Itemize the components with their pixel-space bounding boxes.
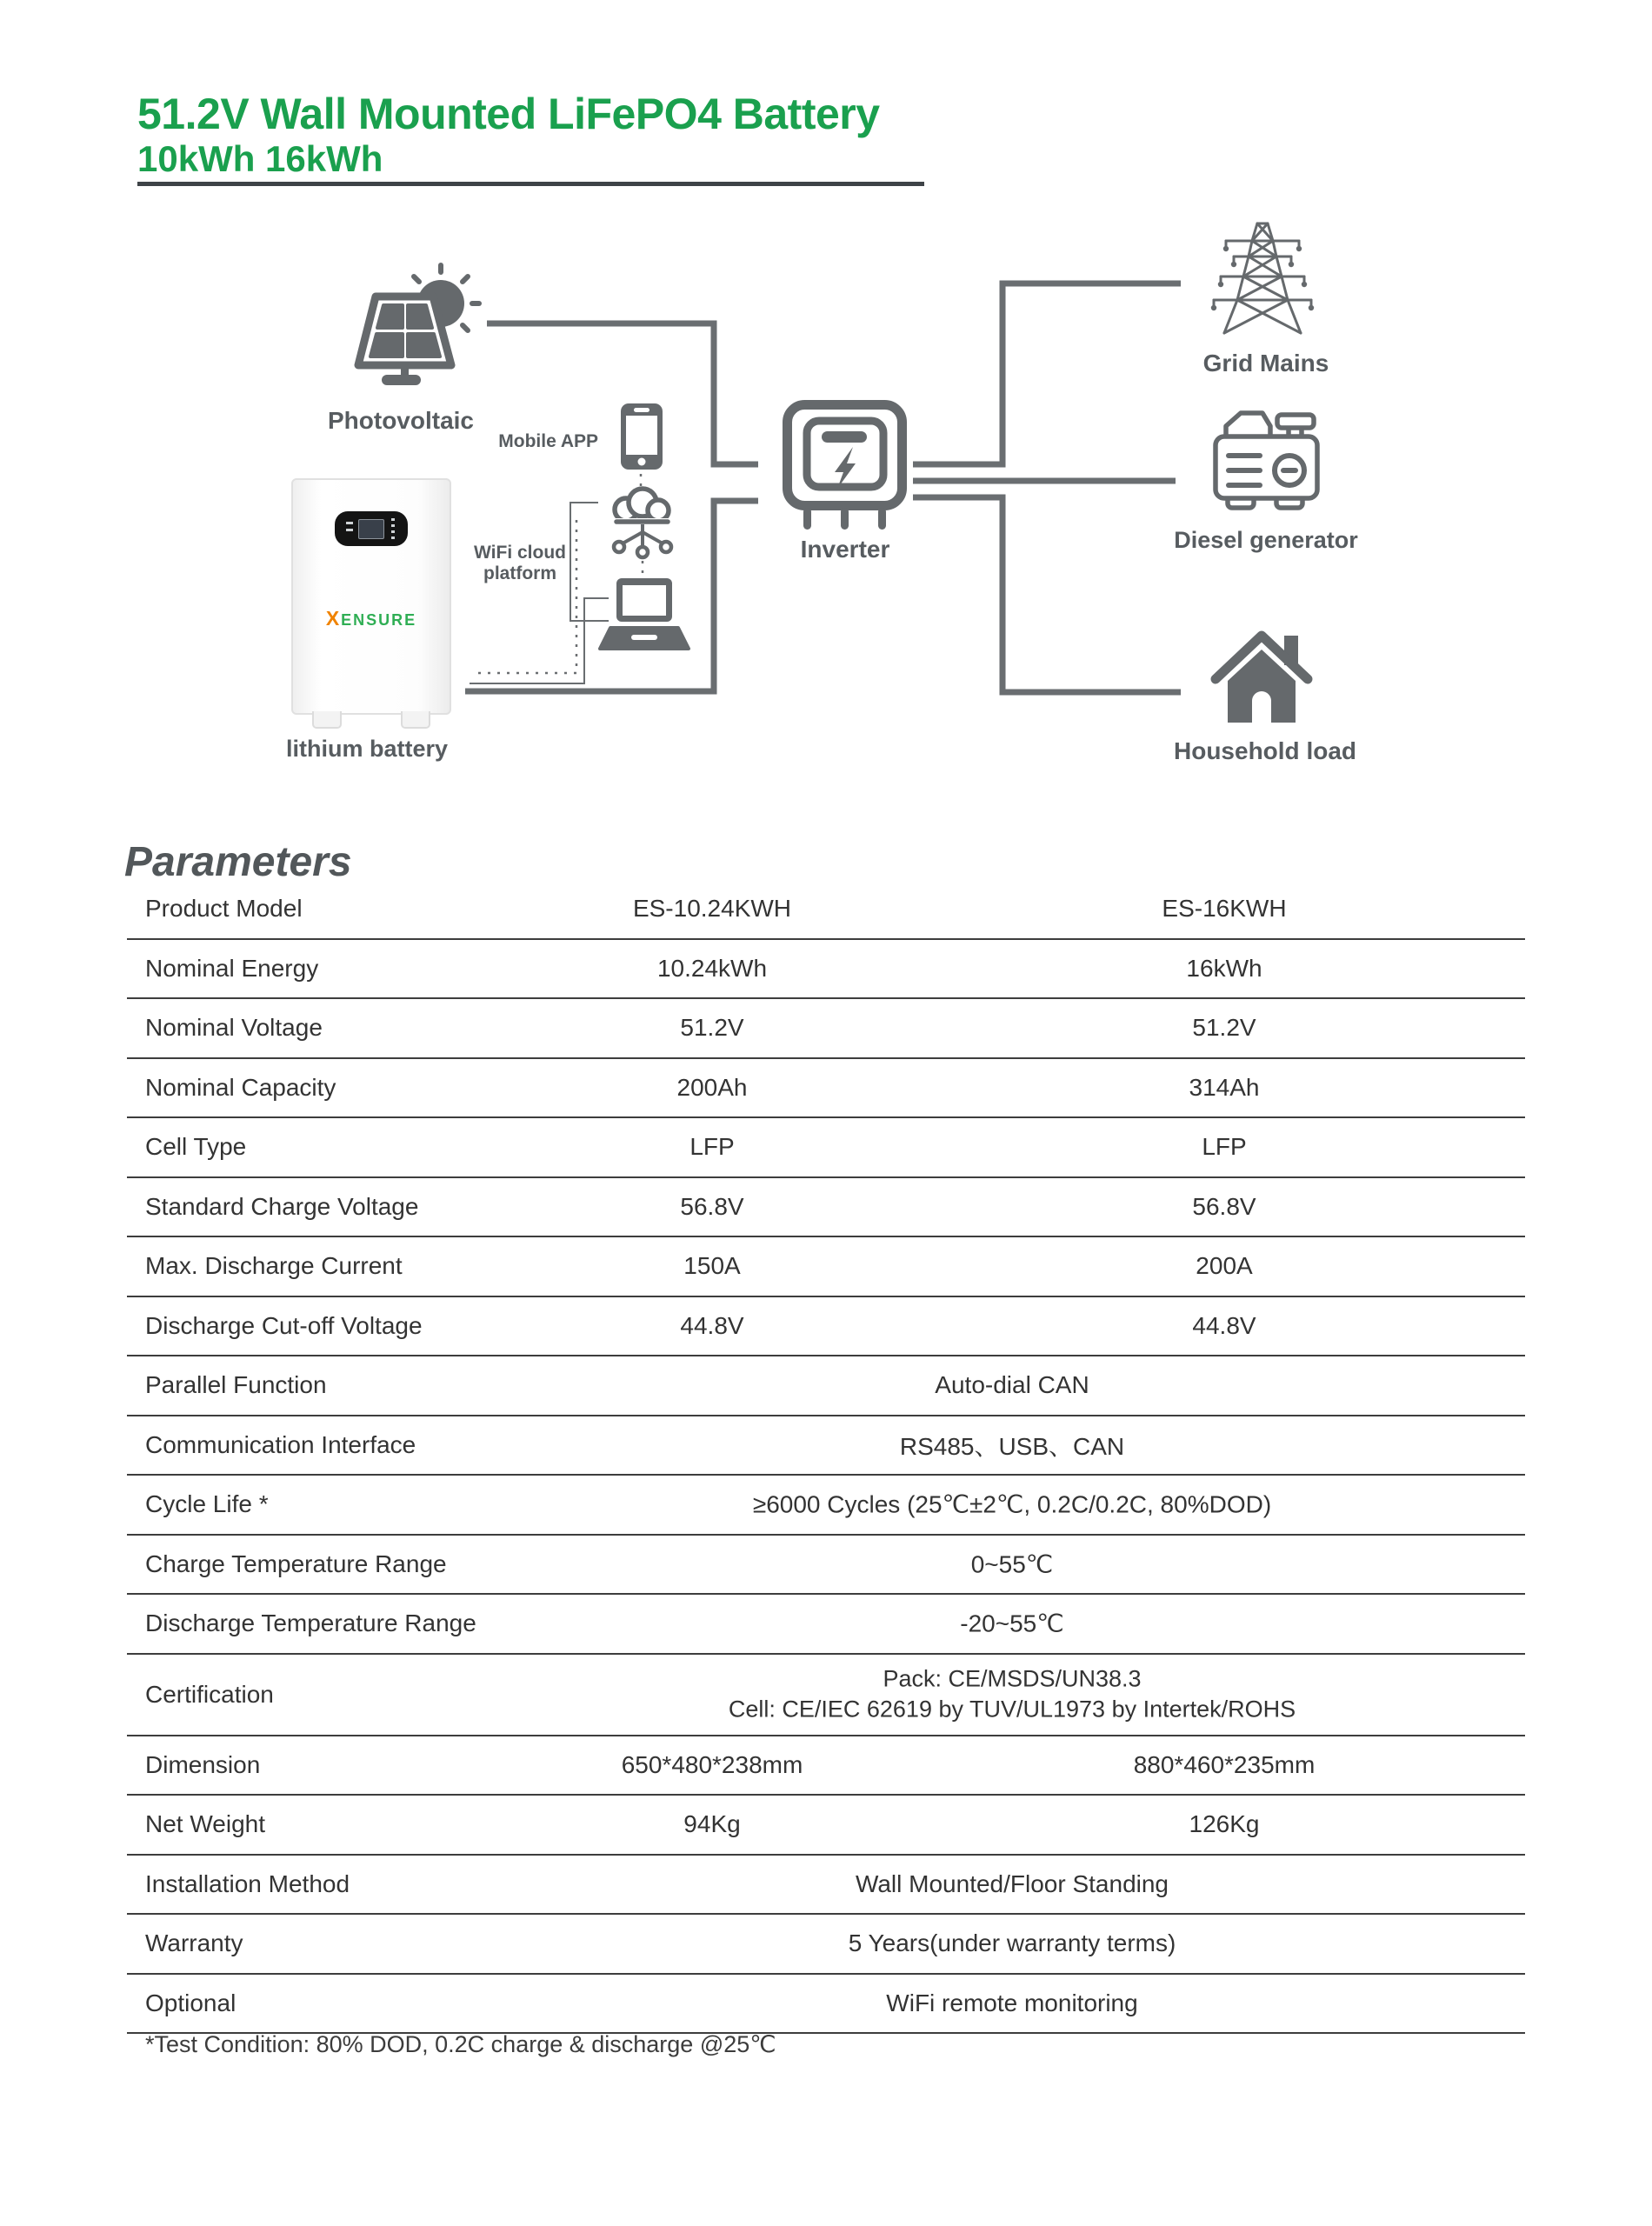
param-label: Discharge Cut-off Voltage [145,1311,423,1339]
param-label: Warranty [145,1929,243,1957]
test-condition-footnote: *Test Condition: 80% DOD, 0.2C charge & discharge @25℃ [145,2031,776,2057]
param-label: Product Model [145,895,303,923]
transmission-tower-icon [1214,223,1311,333]
table-row [127,1595,1525,1655]
param-value-merged: ≥6000 Cycles (25℃±2℃, 0.2C/0.2C, 80%DOD) [752,1490,1272,1518]
param-value-merged: Auto-dial CAN [935,1371,1089,1399]
battery-display [335,511,408,546]
param-label: Installation Method [145,1869,350,1897]
param-value-model-a: 10.24kWh [656,954,768,982]
param-label: Nominal Energy [145,954,319,982]
param-value-model-a: 56.8V [680,1192,744,1220]
table-row [127,1655,1525,1736]
table-row [127,880,1525,940]
table-row [127,1178,1525,1238]
param-value-model-b: LFP [1202,1133,1247,1161]
param-value-model-b: 200A [1196,1252,1253,1280]
param-value-merged: 0~55℃ [970,1550,1054,1578]
system-diagram [0,0,1652,870]
page-title: 51.2V Wall Mounted LiFePO4 Battery [137,90,880,138]
battery-brand-logo [293,607,450,630]
table-row [127,999,1525,1059]
parameters-heading: Parameters [124,839,352,885]
house-icon [1216,636,1308,723]
table-row [127,1118,1525,1178]
param-value-model-a: 51.2V [680,1014,744,1042]
parameters-table [127,880,1525,2034]
label-wifi-cloud-platform [442,543,598,584]
param-label: Standard Charge Voltage [145,1192,419,1220]
param-label: Discharge Temperature Range [145,1610,476,1637]
solar-panel-icon [358,265,479,385]
param-label: Nominal Voltage [145,1014,323,1042]
param-label: Communication Interface [145,1430,416,1458]
param-label: Nominal Capacity [145,1073,336,1101]
table-row [127,1297,1525,1357]
table-row [127,1356,1525,1416]
label-grid-mains: Grid Mains [1202,350,1329,377]
param-value-model-a: 200Ah [676,1073,748,1101]
param-value-model-a: 44.8V [680,1311,744,1339]
brand-letters-ensure: ENSURE [341,611,417,629]
param-label: Max. Discharge Current [145,1252,403,1280]
param-value-merged: 5 Years(under warranty terms) [848,1929,1176,1957]
wifi-link-lines [470,503,609,683]
inverter-icon [788,405,903,530]
table-row [127,1915,1525,1975]
param-value-model-a: LFP [689,1133,735,1161]
param-label: Parallel Function [145,1371,327,1399]
table-row [127,1476,1525,1536]
label-lithium-battery: lithium battery [285,736,449,762]
table-row [127,1856,1525,1916]
table-row [127,1536,1525,1596]
label-wifi-line1: WiFi cloud [474,543,566,563]
param-value-merged: Wall Mounted/Floor Standing [855,1869,1169,1897]
param-value-model-b: 56.8V [1192,1192,1256,1220]
table-row [127,1796,1525,1856]
table-row [127,1059,1525,1119]
diesel-generator-icon [1216,413,1317,508]
battery-foot [401,711,430,729]
table-row [127,1975,1525,2035]
brand-letter-x: X [325,607,342,630]
table-row [127,1736,1525,1796]
param-value-model-a: 650*480*238mm [621,1750,803,1778]
param-value-model-b: 314Ah [1189,1073,1260,1101]
label-mobile-app: Mobile APP [498,431,598,451]
label-inverter: Inverter [800,536,890,563]
battery-display-screen [358,519,384,539]
param-value-line: Cell: CE/IEC 62619 by TUV/UL1973 by Intertek/ROHS [728,1696,1296,1723]
smartphone-icon [621,403,663,470]
page-subtitle: 10kWh 16kWh [137,138,383,179]
laptop-icon [600,578,689,649]
param-value-model-a: ES-10.24KWH [632,895,792,923]
param-label: Charge Temperature Range [145,1550,447,1577]
param-value-model-a: 94Kg [683,1810,741,1838]
table-row [127,1237,1525,1297]
label-household-load: Household load [1174,737,1356,764]
param-value-model-b: 44.8V [1192,1311,1256,1339]
param-label: Cycle Life * [145,1490,269,1518]
label-diesel-generator: Diesel generator [1174,527,1358,553]
param-value-merged: RS485、USB、CAN [899,1432,1125,1460]
param-label: Net Weight [145,1810,265,1838]
cloud-network-icon [609,489,675,557]
table-row [127,940,1525,1000]
table-row [127,1416,1525,1476]
param-value-model-b: 880*460*235mm [1133,1750,1316,1778]
param-label: Cell Type [145,1133,247,1161]
param-label: Certification [145,1680,274,1708]
param-value-model-b: 126Kg [1189,1810,1260,1838]
param-value-model-b: 51.2V [1192,1014,1256,1042]
param-value-model-b: ES-16KWH [1162,895,1287,923]
battery-display-leds [391,518,395,541]
battery-unit-image [291,478,451,715]
param-value-line: Pack: CE/MSDS/UN38.3 [883,1664,1142,1691]
battery-display-indicators [346,522,353,524]
param-value-merged: WiFi remote monitoring [886,1989,1138,2016]
label-photovoltaic: Photovoltaic [327,407,474,434]
label-wifi-line2: platform [483,563,556,584]
param-value-model-b: 16kWh [1186,954,1262,982]
param-value-model-a: 150A [683,1252,741,1280]
param-value-merged: -20~55℃ [960,1610,1064,1637]
battery-foot [312,711,342,729]
param-label: Optional [145,1989,236,2016]
param-label: Dimension [145,1750,261,1778]
param-value-merged [708,1663,1316,1725]
